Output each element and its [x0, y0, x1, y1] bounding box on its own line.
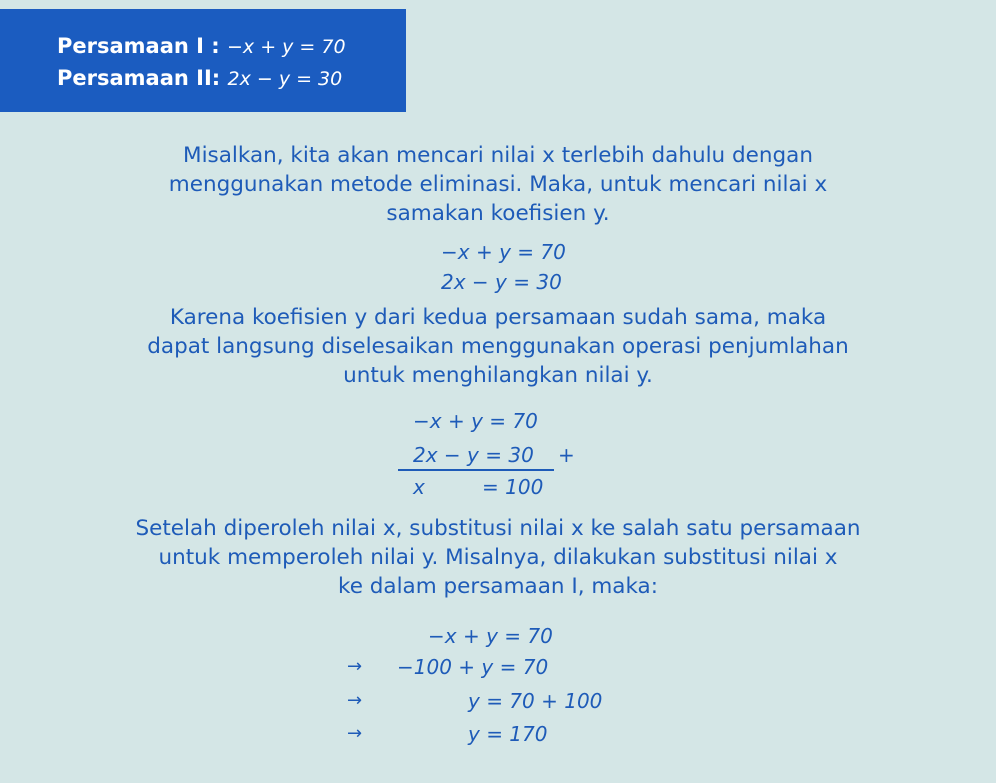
sum-line [398, 469, 554, 471]
elimination-line-2: 2x − y = 30 [413, 443, 534, 467]
substitution-line: Setelah diperoleh nilai x, substitusi nilai x ke salah satu persamaan [135, 516, 861, 541]
substitution-step-4: y = 170 [468, 722, 548, 746]
reason-paragraph [0, 303, 996, 390]
substitution-step-2: −100 + y = 70 [397, 655, 549, 679]
equation-1-expression: −x + y = 70 [226, 36, 346, 58]
substitution-line: untuk memperoleh nilai y. Misalnya, dilakukan substitusi nilai x [158, 545, 838, 570]
intro-line: Misalkan, kita akan mencari nilai x terlebih dahulu dengan [183, 143, 813, 168]
equation-2 [57, 63, 406, 95]
equation-2-label: Persamaan II: [57, 66, 221, 90]
reason-line: Karena koefisien y dari kedua persamaan sudah sama, maka [169, 305, 827, 330]
system-equation-1: −x + y = 70 [441, 240, 566, 264]
elimination-result-variable: x [413, 475, 425, 499]
equations-header [0, 9, 406, 112]
equation-2-expression: 2x − y = 30 [227, 68, 343, 90]
reason-line: dapat langsung diselesaikan menggunakan operasi penjumlahan [147, 334, 849, 359]
intro-line: samakan koefisien y. [386, 201, 610, 226]
addition-operator: + [558, 443, 575, 467]
arrow-icon: → [347, 690, 363, 711]
substitution-paragraph [0, 514, 996, 601]
intro-line: menggunakan metode eliminasi. Maka, untuk mencari nilai x [168, 172, 828, 197]
reason-line: untuk menghilangkan nilai y. [343, 363, 653, 388]
system-equation-2: 2x − y = 30 [441, 270, 562, 294]
intro-paragraph [0, 141, 996, 228]
arrow-icon: → [347, 656, 363, 677]
arrow-icon: → [347, 723, 363, 744]
substitution-line: ke dalam persamaan I, maka: [338, 574, 658, 599]
equation-1-label: Persamaan I : [57, 34, 220, 58]
equation-1 [57, 31, 406, 63]
substitution-step-1: −x + y = 70 [428, 624, 553, 648]
elimination-line-1: −x + y = 70 [413, 409, 538, 433]
substitution-step-3: y = 70 + 100 [468, 689, 603, 713]
elimination-result-value: = 100 [482, 475, 544, 499]
